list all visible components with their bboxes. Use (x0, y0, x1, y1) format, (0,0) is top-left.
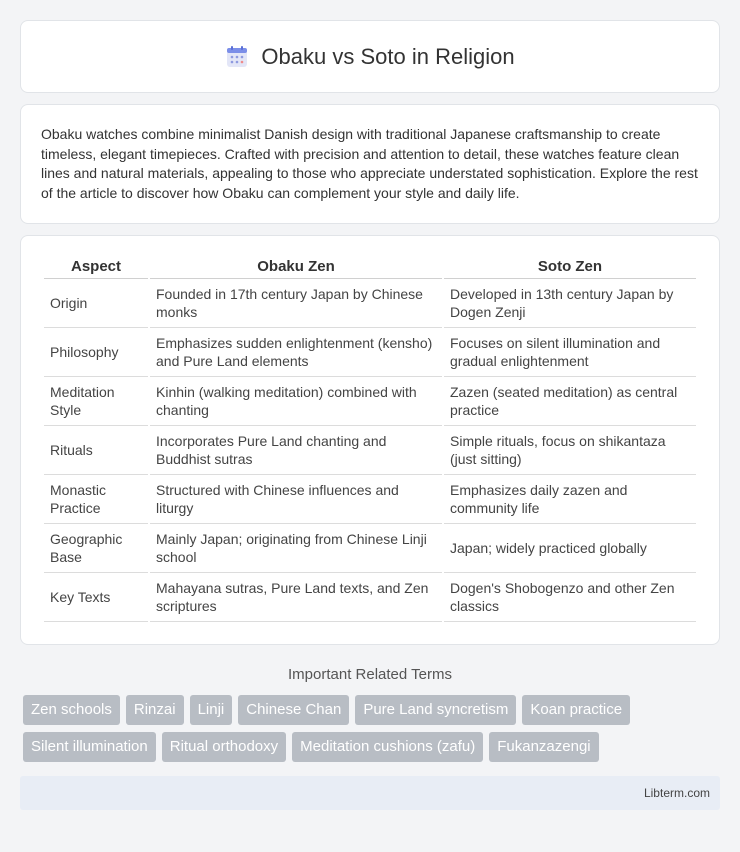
soto-cell: Focuses on silent illumination and gradual enlightenment (444, 328, 696, 377)
soto-cell: Simple rituals, focus on shikantaza (just sitting) (444, 426, 696, 475)
obaku-cell: Kinhin (walking meditation) combined with chanting (150, 377, 442, 426)
aspect-cell: Monastic Practice (44, 475, 148, 524)
tag-silent-illumination[interactable]: Silent illumination (23, 732, 156, 762)
related-terms-list (20, 695, 720, 762)
soto-cell: Developed in 13th century Japan by Dogen Zenji (444, 279, 696, 328)
header-aspect: Aspect (44, 256, 148, 279)
aspect-cell: Geographic Base (44, 524, 148, 573)
comparison-table (42, 256, 698, 622)
soto-cell: Emphasizes daily zazen and community life (444, 475, 696, 524)
tag-fukanzazengi[interactable]: Fukanzazengi (489, 732, 598, 762)
table-row (44, 279, 696, 328)
footer (20, 776, 720, 810)
tag-linji[interactable]: Linji (190, 695, 233, 725)
title-card (20, 20, 720, 93)
obaku-cell: Incorporates Pure Land chanting and Buddhist sutras (150, 426, 442, 475)
obaku-cell: Emphasizes sudden enlightenment (kensho) and Pure Land elements (150, 328, 442, 377)
soto-cell: Zazen (seated meditation) as central practice (444, 377, 696, 426)
aspect-cell: Origin (44, 279, 148, 328)
obaku-cell: Structured with Chinese influences and liturgy (150, 475, 442, 524)
aspect-cell: Rituals (44, 426, 148, 475)
table-row (44, 377, 696, 426)
header-soto: Soto Zen (444, 256, 696, 279)
calendar-icon (225, 45, 249, 69)
tag-chinese-chan[interactable]: Chinese Chan (238, 695, 349, 725)
header-obaku: Obaku Zen (150, 256, 442, 279)
table-row (44, 426, 696, 475)
table-row (44, 573, 696, 622)
table-row (44, 524, 696, 573)
tag-koan-practice[interactable]: Koan practice (522, 695, 630, 725)
soto-cell: Dogen's Shobogenzo and other Zen classics (444, 573, 696, 622)
obaku-cell: Mainly Japan; originating from Chinese Linji school (150, 524, 442, 573)
tag-rinzai[interactable]: Rinzai (126, 695, 184, 725)
comparison-card (20, 235, 720, 645)
intro-card (20, 104, 720, 224)
table-header-row (44, 256, 696, 279)
table-row (44, 475, 696, 524)
page-title: Obaku vs Soto in Religion (261, 43, 515, 69)
footer-brand-link[interactable]: Libterm.com (643, 786, 710, 800)
tag-zen-schools[interactable]: Zen schools (23, 695, 120, 725)
tag-pure-land-syncretism[interactable]: Pure Land syncretism (355, 695, 516, 725)
related-terms-title: Important Related Terms (288, 666, 452, 683)
soto-cell: Japan; widely practiced globally (444, 524, 696, 573)
table-row (44, 328, 696, 377)
obaku-cell: Mahayana sutras, Pure Land texts, and Zen scriptures (150, 573, 442, 622)
aspect-cell: Meditation Style (44, 377, 148, 426)
tag-ritual-orthodoxy[interactable]: Ritual orthodoxy (162, 732, 286, 762)
obaku-cell: Founded in 17th century Japan by Chinese monks (150, 279, 442, 328)
tag-meditation-cushions[interactable]: Meditation cushions (zafu) (292, 732, 483, 762)
intro-text: Obaku watches combine minimalist Danish design with traditional Japanese craftsmanship to create timeless, elegant timepieces. Crafted with precision and attention to detail, these watches feature clean lines and natural materials, appealing to those who appreciate understated sophistication. Explore the rest of the article to discover how Obaku can complement your style and daily life. (41, 126, 698, 201)
aspect-cell: Philosophy (44, 328, 148, 377)
aspect-cell: Key Texts (44, 573, 148, 622)
